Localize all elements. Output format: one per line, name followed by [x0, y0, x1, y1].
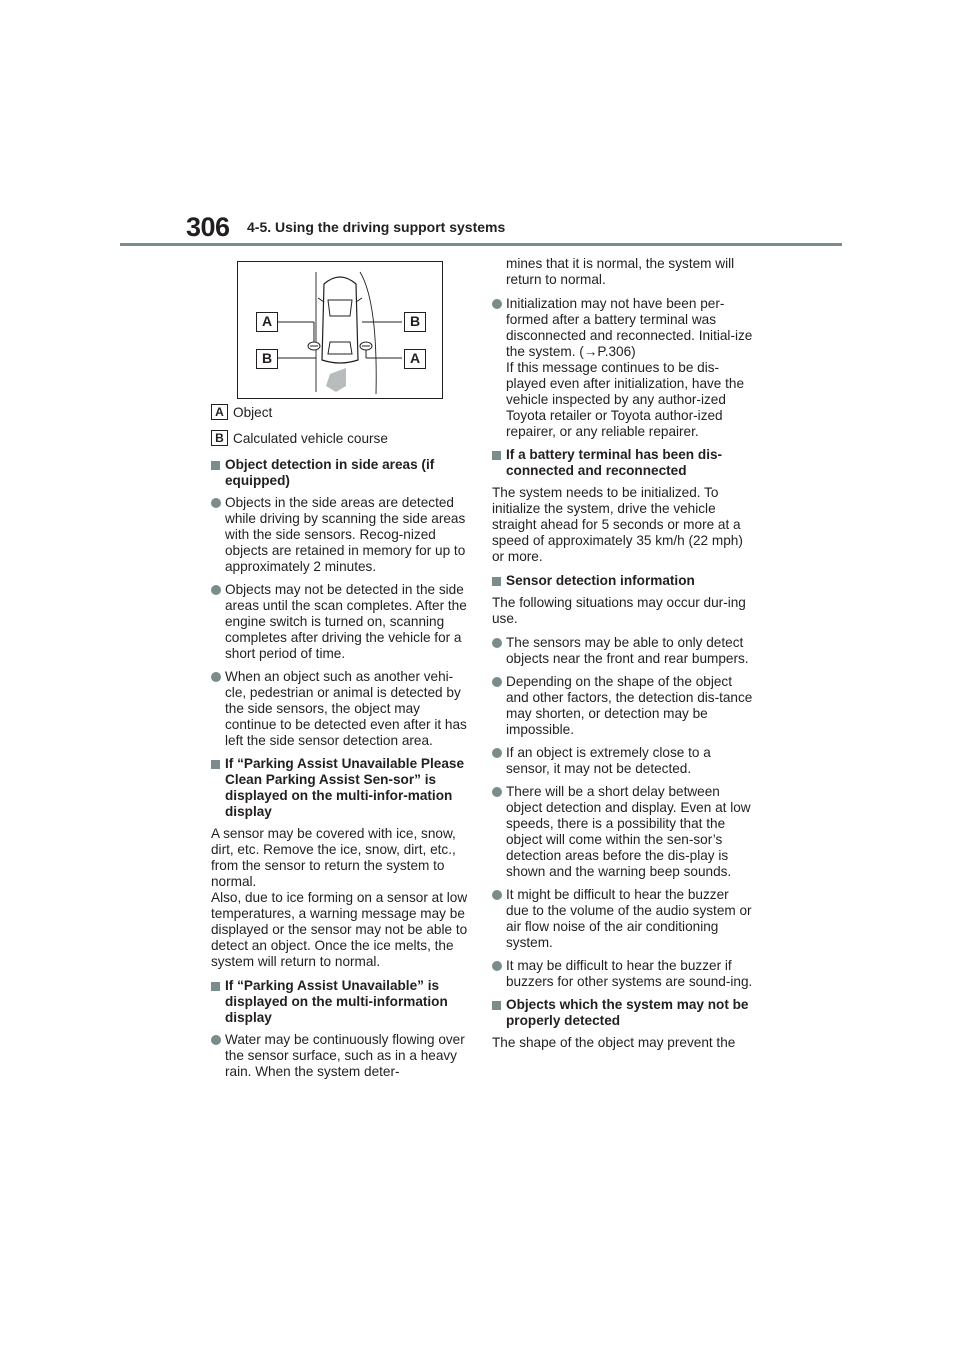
bullet-item: If an object is extremely close to a sensor, it may not be detected.	[492, 745, 754, 777]
heading-side-detection: Object detection in side areas (if equipped)	[211, 457, 473, 489]
bullet-item: There will be a short delay between object detection and display. Even at low speeds, there is a possibility that the object will come within the sen-sor’s detection areas before the dis-play is shown and the warning beep sounds.	[492, 784, 754, 880]
heading-clean-sensor-message: If “Parking Assist Unavailable Please Clean Parking Assist Sen-sor” is displayed on the multi-infor-mation display	[211, 756, 473, 820]
bullet-item: The sensors may be able to only detect objects near the front and rear bumpers.	[492, 635, 754, 667]
heading-undetectable-objects: Objects which the system may not be properly detected	[492, 997, 754, 1029]
heading-sensor-detection-info: Sensor detection information	[492, 573, 754, 589]
paragraph: Also, due to ice forming on a sensor at low temperatures, a warning message may be displayed or the sensor may not be able to detect an object. Once the ice melts, the system will return to normal.	[211, 890, 468, 969]
bullet-item: Depending on the shape of the object and other factors, the detection dis-tance may shorten, or detection may be impossible.	[492, 674, 754, 738]
bullet-item: Water may be continuously flowing over the sensor surface, such as in a heavy rain. When the system deter-	[211, 1032, 473, 1080]
figure-label-a-left: A	[256, 312, 278, 332]
bullet-item: It might be difficult to hear the buzzer due to the volume of the audio system or air flow noise of the air conditioning system.	[492, 887, 754, 951]
paragraph-continued: mines that it is normal, the system will return to normal.	[506, 256, 735, 287]
legend-course	[211, 431, 473, 447]
figure-label-b-left: B	[256, 349, 278, 369]
bullet-item: Objects in the side areas are detected while driving by scanning the side areas with the side sensors. Recog-nized objects are retained in memory for up to approximately 2 minutes.	[211, 495, 473, 575]
paragraph: The following situations may occur dur-ing use.	[492, 595, 746, 626]
right-column	[492, 256, 754, 1051]
bullet-item: Objects may not be detected in the side areas until the scan completes. After the engine switch is turned on, scanning completes after driving the vehicle for a short period of time.	[211, 582, 473, 662]
sensor-diagram	[237, 261, 443, 399]
header-rule	[120, 243, 842, 246]
paragraph: The system needs to be initialized. To initialize the system, drive the vehicle straight ahead for 5 seconds or more at a speed of approximately 35 km/h (22 mph) or more.	[492, 485, 743, 564]
paragraph: The shape of the object may prevent the	[492, 1035, 736, 1050]
bullet-item: Initialization may not have been per-formed after a battery terminal was disconnected and reconnected. Initial-ize the system. (→P.306) If this message continues to be dis-played even after initialization, have the vehicle inspected by any author-ized Toyota retailer or Toyota author-ized repairer, or any reliable repairer.	[492, 296, 754, 440]
section-title: 4-5. Using the driving support systems	[247, 219, 506, 235]
legend-key-b: B	[211, 430, 228, 446]
legend-object	[211, 405, 473, 421]
left-column	[211, 261, 473, 1087]
paragraph: A sensor may be covered with ice, snow, dirt, etc. Remove the ice, snow, dirt, etc., from the sensor to return the system to normal.	[211, 826, 456, 889]
bullet-item: When an object such as another vehi-cle, pedestrian or animal is detected by the side sensors, the object may continue to be detected even after it has left the side sensor detection area.	[211, 669, 473, 749]
page-number: 306	[186, 212, 230, 242]
figure-label-b-right: B	[404, 312, 426, 332]
figure-label-a-right: A	[404, 349, 426, 369]
legend-key-a: A	[211, 404, 228, 420]
bullet-item: It may be difficult to hear the buzzer if buzzers for other systems are sound-ing.	[492, 958, 754, 990]
legend-text-course: Calculated vehicle course	[233, 431, 388, 446]
heading-battery-terminal: If a battery terminal has been dis-connected and reconnected	[492, 447, 754, 479]
legend-text-object: Object	[233, 405, 273, 420]
heading-unavailable-message: If “Parking Assist Unavailable” is displayed on the multi-information display	[211, 978, 473, 1026]
